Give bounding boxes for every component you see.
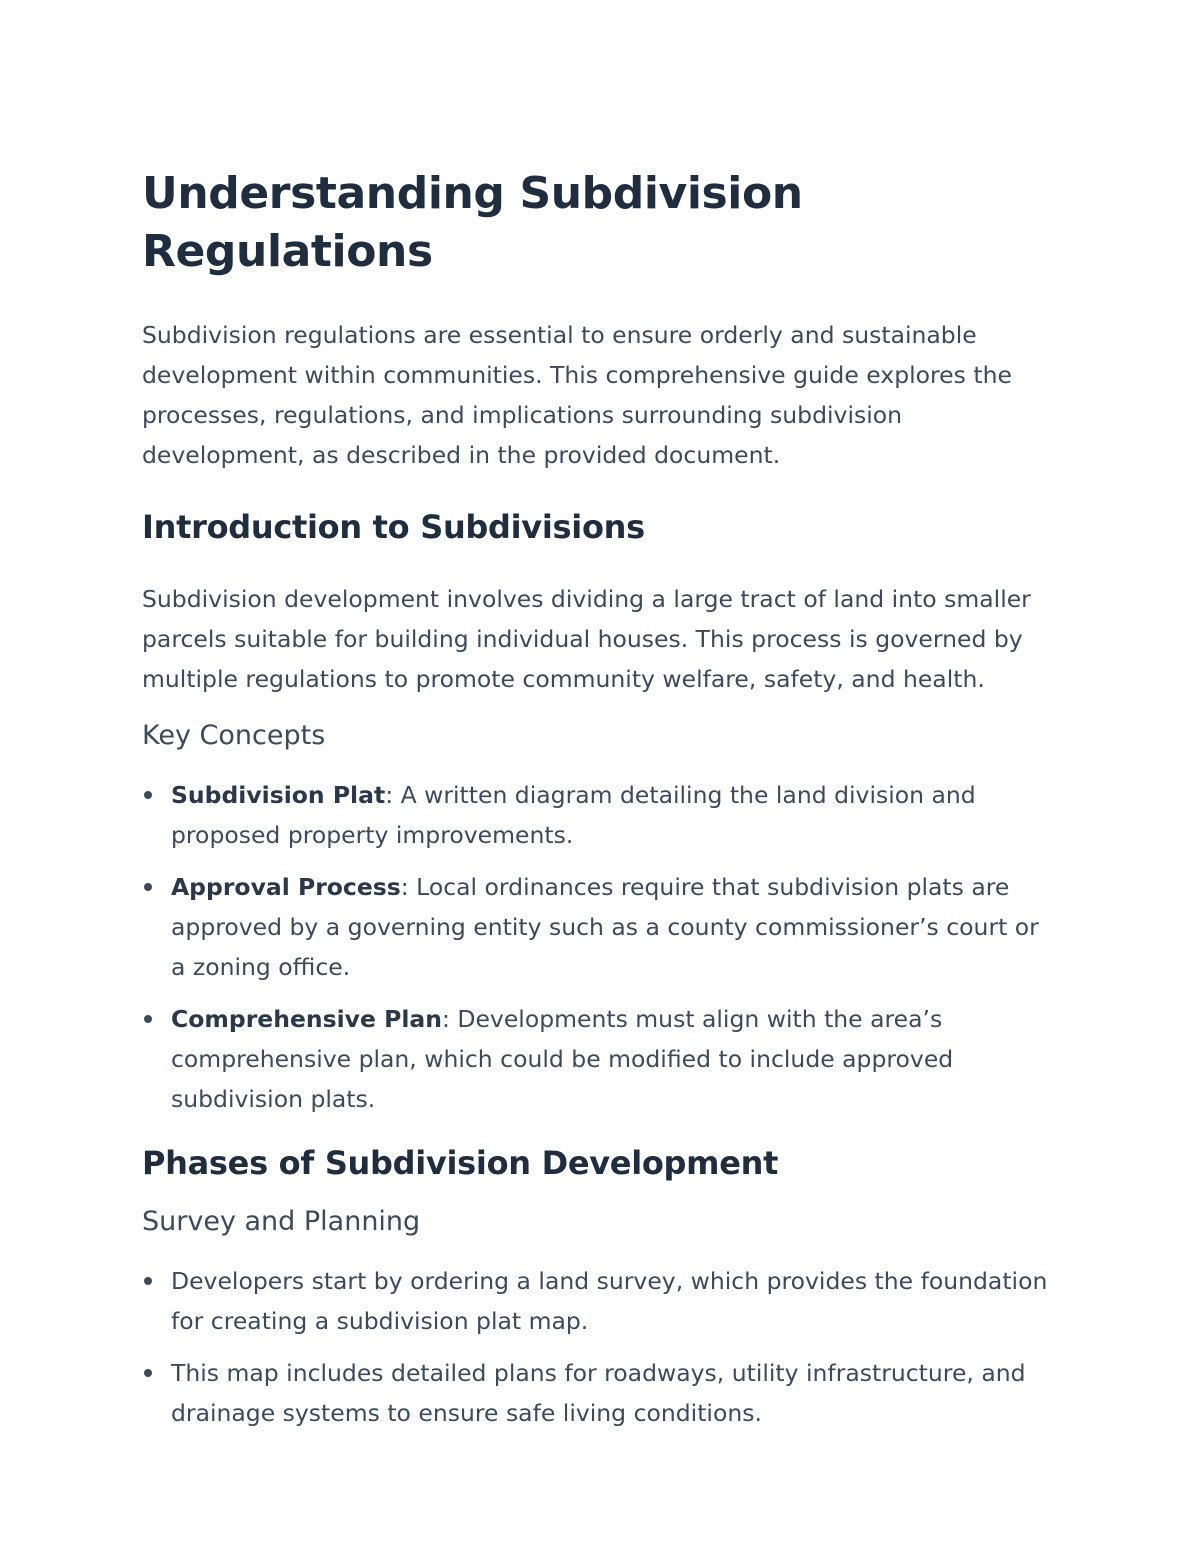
section-heading-phases: Phases of Subdivision Development — [142, 1144, 779, 1182]
survey-planning-list — [142, 1261, 1060, 1433]
bullet-icon — [144, 791, 152, 799]
list-item-separator: : — [441, 1005, 450, 1033]
list-item-text: This map includes detailed plans for roadways, utility infrastructure, and drainage systems to ensure safe living conditions. — [171, 1359, 1026, 1427]
list-item-text: Developments must align with the area’s comprehensive plan, which could be modified to include approved subdivision plats. — [171, 1005, 954, 1113]
list-item-separator: : — [385, 781, 394, 809]
page-title: Understanding Subdivision Regulations — [142, 168, 803, 277]
list-item — [142, 1261, 1060, 1341]
subheading-survey-planning: Survey and Planning — [142, 1206, 421, 1237]
list-item-term: Comprehensive Plan — [171, 1005, 442, 1033]
bullet-icon — [144, 1369, 152, 1377]
intro-paragraph: Subdivision regulations are essential to ensure orderly and sustainable development within communities. This comprehensive guide explores the processes, regulations, and implications surrounding subdivision development, as described in the provided document. — [142, 321, 1012, 469]
list-item — [142, 775, 1060, 855]
bullet-icon — [144, 1015, 152, 1023]
section-heading-introduction: Introduction to Subdivisions — [142, 508, 645, 546]
subheading-key-concepts: Key Concepts — [142, 720, 326, 751]
list-item-term: Subdivision Plat — [171, 781, 386, 809]
list-item — [142, 999, 1060, 1119]
list-item — [142, 1353, 1060, 1433]
bullet-icon — [144, 883, 152, 891]
key-concepts-list — [142, 775, 1060, 1119]
list-item-separator: : — [400, 873, 409, 901]
list-item-text: A written diagram detailing the land division and proposed property improvements. — [171, 781, 976, 849]
list-item-text: Developers start by ordering a land survey, which provides the foundation for creating a subdivision plat map. — [171, 1267, 1048, 1335]
list-item-term: Approval Process — [171, 873, 401, 901]
bullet-icon — [144, 1277, 152, 1285]
list-item-text: Local ordinances require that subdivision plats are approved by a governing entity such as a county commissioner’s court or a zoning office. — [171, 873, 1039, 981]
list-item — [142, 867, 1060, 987]
section-paragraph-introduction: Subdivision development involves dividing a large tract of land into smaller parcels suitable for building individual houses. This process is governed by multiple regulations to promote community welfare, safety, and health. — [142, 585, 1031, 693]
